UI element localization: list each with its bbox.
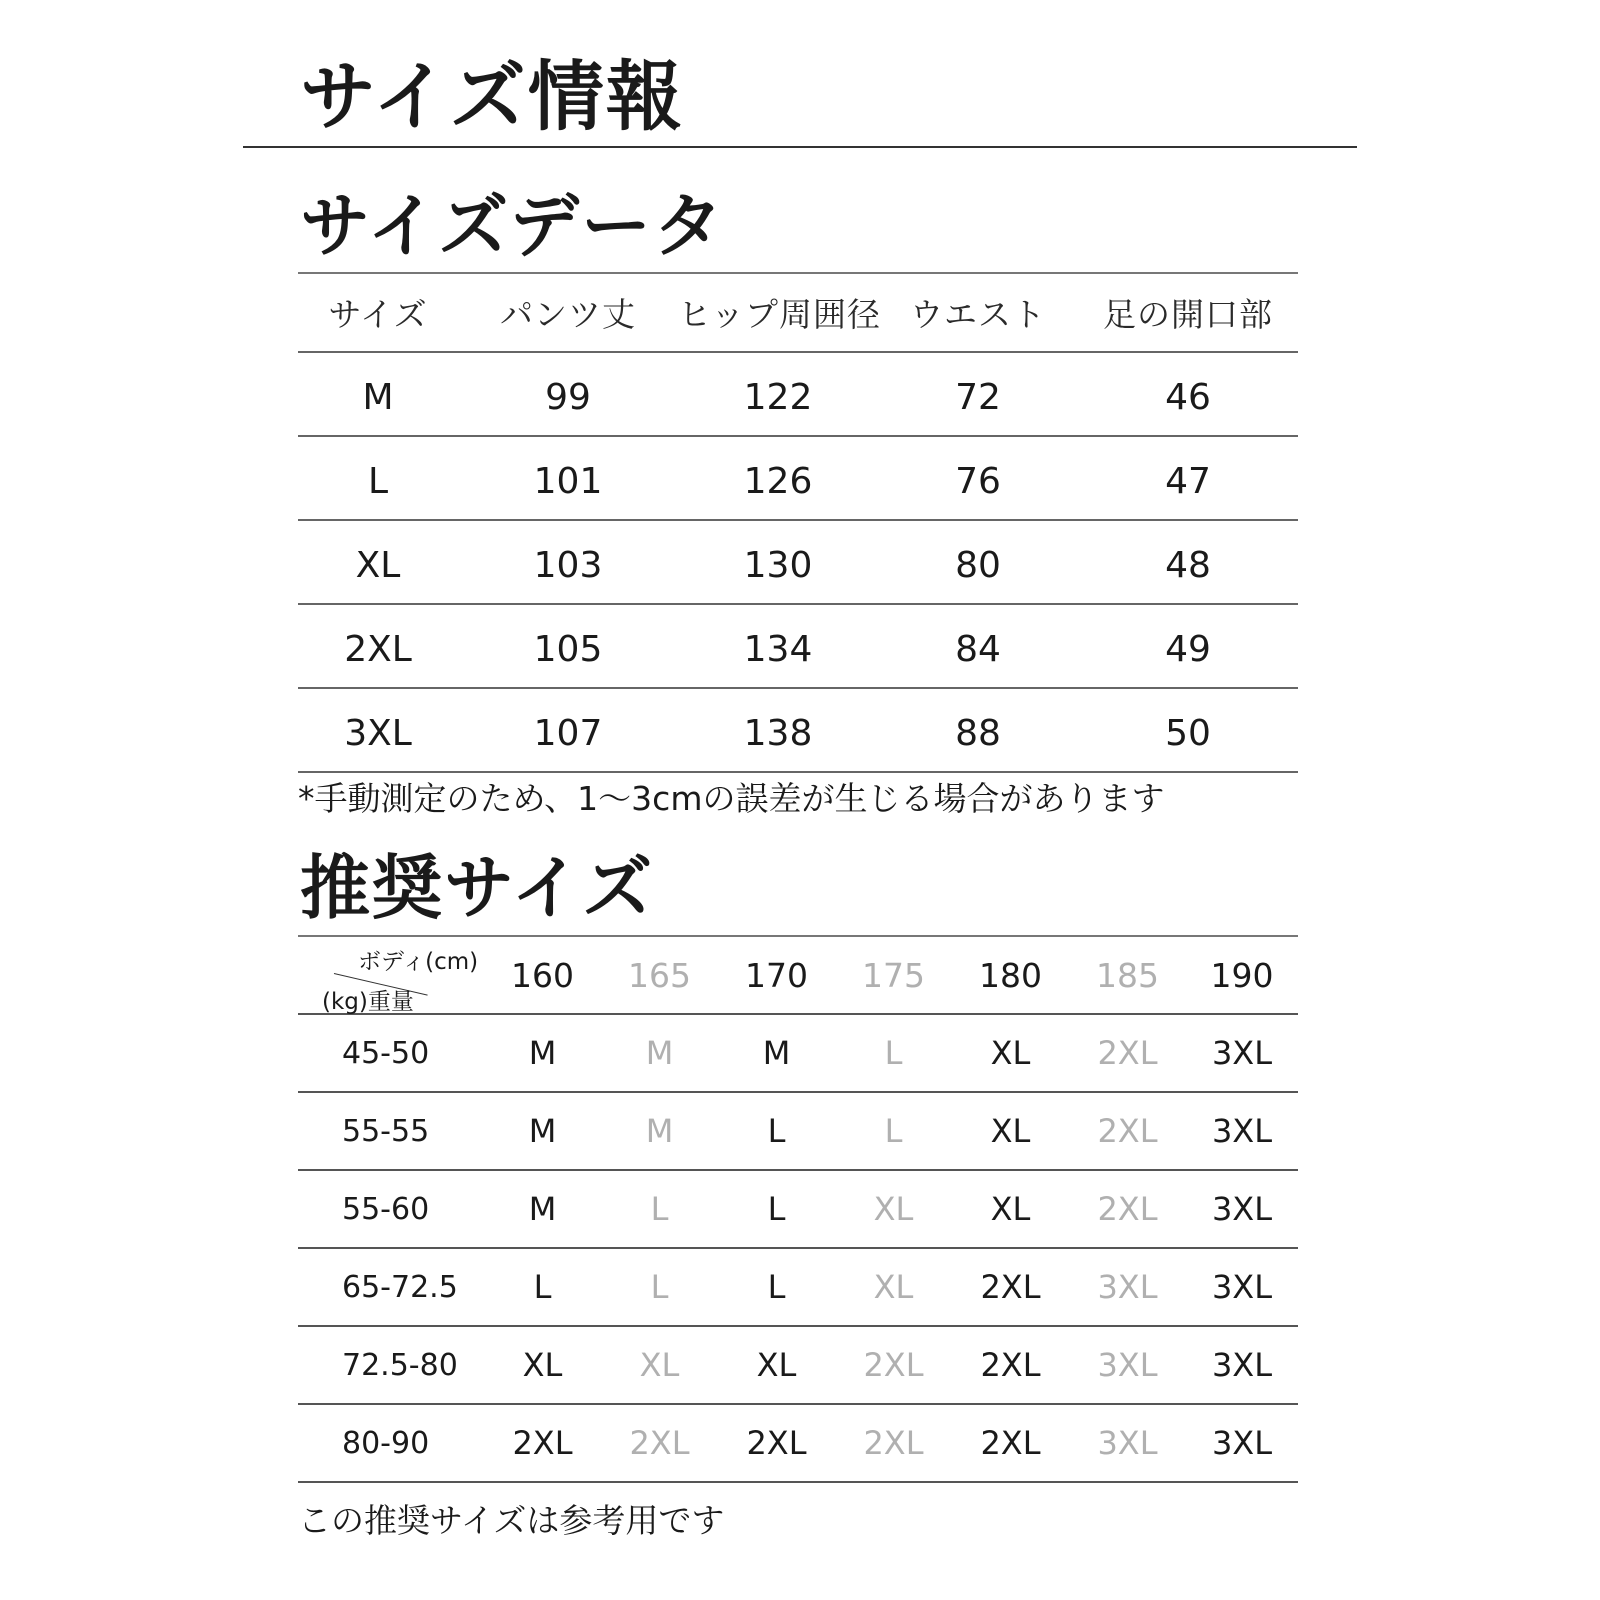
size-table-header-row xyxy=(298,273,1298,352)
recommended-size-cell: 2XL xyxy=(980,1268,1041,1306)
height-header: 185 xyxy=(1096,955,1159,995)
recommended-size-cell: 3XL xyxy=(1211,1346,1273,1384)
recommended-size-cell: L xyxy=(650,1190,669,1228)
weight-range-cell: 55-55 xyxy=(342,1113,430,1149)
size-label-cell: XL xyxy=(355,544,401,586)
height-header: 165 xyxy=(628,955,691,995)
recommended-size-cell: 2XL xyxy=(980,1346,1041,1384)
title-divider xyxy=(243,146,1357,148)
recommended-size-cell: L xyxy=(533,1268,552,1306)
recommended-size-cell: M xyxy=(645,1034,674,1072)
height-header: 180 xyxy=(979,955,1042,995)
measurement-cell: 99 xyxy=(545,376,591,418)
recommended-size-cell: 2XL xyxy=(629,1424,690,1462)
column-header: 足の開口部 xyxy=(1103,295,1273,334)
recommended-size-cell: 3XL xyxy=(1211,1268,1273,1306)
recommended-size-heading: 推奨サイズ xyxy=(300,847,655,929)
height-header: 190 xyxy=(1210,955,1274,995)
measurement-cell: 130 xyxy=(743,544,813,586)
measurement-cell: 49 xyxy=(1165,628,1211,670)
weight-range-cell: 72.5-80 xyxy=(342,1347,458,1383)
size-label-cell: 2XL xyxy=(344,628,412,670)
recommended-size-cell: XL xyxy=(522,1346,563,1384)
weight-range-cell: 65-72.5 xyxy=(342,1269,458,1305)
column-header: ヒップ周囲径 xyxy=(678,295,882,334)
recommended-size-cell: XL xyxy=(756,1346,797,1384)
recommended-size-cell: XL xyxy=(639,1346,680,1384)
table-row xyxy=(298,1014,1298,1092)
recommended-size-cell: 3XL xyxy=(1097,1268,1158,1306)
measurement-cell: 50 xyxy=(1165,712,1211,754)
recommended-size-cell: 2XL xyxy=(1097,1190,1158,1228)
recommended-size-cell: XL xyxy=(990,1112,1031,1150)
weight-axis-label: (kg)重量 xyxy=(322,989,414,1015)
recommended-size-cell: 3XL xyxy=(1211,1034,1273,1072)
size-table-body xyxy=(298,352,1298,772)
recommended-size-cell: 2XL xyxy=(980,1424,1041,1462)
measurement-cell: 84 xyxy=(955,628,1001,670)
recommended-size-cell: 2XL xyxy=(863,1346,924,1384)
height-header: 160 xyxy=(511,955,574,995)
measurement-cell: 103 xyxy=(533,544,603,586)
recommended-size-cell: M xyxy=(528,1190,557,1228)
size-label-cell: L xyxy=(367,460,389,502)
size-data-table xyxy=(298,272,1298,773)
recommended-size-cell: 3XL xyxy=(1097,1424,1158,1462)
measurement-note: *手動測定のため、1～3cmの誤差が生じる場合があります xyxy=(298,779,1165,818)
height-header: 170 xyxy=(745,955,808,995)
measurement-cell: 134 xyxy=(743,628,813,670)
recommended-size-cell: XL xyxy=(990,1034,1031,1072)
recommended-size-cell: 2XL xyxy=(1097,1112,1158,1150)
recommended-size-cell: 3XL xyxy=(1211,1424,1273,1462)
page-title: サイズ情報 xyxy=(300,52,684,141)
measurement-cell: 101 xyxy=(533,460,603,502)
column-header: ウエスト xyxy=(910,295,1046,334)
table-row xyxy=(298,436,1298,520)
corner-cell xyxy=(298,936,484,1014)
measurement-cell: 88 xyxy=(955,712,1001,754)
table-row xyxy=(298,688,1298,772)
size-data-heading: サイズデータ xyxy=(300,185,725,267)
recommended-size-cell: L xyxy=(884,1034,903,1072)
measurement-cell: 105 xyxy=(533,628,603,670)
recommended-size-cell: 3XL xyxy=(1211,1112,1273,1150)
table-row xyxy=(298,1404,1298,1482)
recommended-size-cell: M xyxy=(762,1034,791,1072)
recommended-size-cell: 2XL xyxy=(746,1424,807,1462)
measurement-cell: 46 xyxy=(1165,376,1211,418)
measurement-cell: 126 xyxy=(743,460,813,502)
measurement-cell: 80 xyxy=(955,544,1001,586)
table-row xyxy=(298,352,1298,436)
table-row xyxy=(298,1326,1298,1404)
recommended-size-table xyxy=(298,935,1298,1483)
measurement-cell: 72 xyxy=(955,376,1001,418)
measurement-cell: 107 xyxy=(533,712,603,754)
column-header: パンツ丈 xyxy=(500,295,636,334)
table-row xyxy=(298,1170,1298,1248)
measurement-cell: 122 xyxy=(743,376,813,418)
table-row xyxy=(298,520,1298,604)
recommended-size-cell: M xyxy=(528,1112,557,1150)
recommended-size-cell: 2XL xyxy=(1097,1034,1158,1072)
rec-table-body xyxy=(298,1014,1298,1482)
size-label-cell: M xyxy=(362,376,394,418)
recommended-size-cell: L xyxy=(650,1268,669,1306)
recommended-size-cell: XL xyxy=(873,1268,914,1306)
recommended-size-cell: XL xyxy=(990,1190,1031,1228)
table-row xyxy=(298,604,1298,688)
size-label-cell: 3XL xyxy=(344,712,412,754)
measurement-cell: 138 xyxy=(743,712,813,754)
weight-range-cell: 55-60 xyxy=(342,1191,430,1227)
recommended-size-cell: M xyxy=(645,1112,674,1150)
weight-range-cell: 80-90 xyxy=(342,1425,430,1461)
recommended-size-cell: L xyxy=(767,1112,786,1150)
measurement-cell: 48 xyxy=(1165,544,1211,586)
height-header: 175 xyxy=(862,955,925,995)
rec-table-header-row xyxy=(298,936,1298,1014)
recommended-size-cell: M xyxy=(528,1034,557,1072)
measurement-cell: 76 xyxy=(955,460,1001,502)
recommended-size-cell: XL xyxy=(873,1190,914,1228)
weight-range-cell: 45-50 xyxy=(342,1035,430,1071)
recommended-size-cell: L xyxy=(767,1268,786,1306)
recommended-size-cell: 3XL xyxy=(1097,1346,1158,1384)
table-row xyxy=(298,1092,1298,1170)
recommended-size-cell: 2XL xyxy=(863,1424,924,1462)
reference-note: この推奨サイズは参考用です xyxy=(298,1501,725,1540)
recommended-size-cell: L xyxy=(884,1112,903,1150)
table-row xyxy=(298,1248,1298,1326)
height-axis-label: ボディ(cm) xyxy=(358,949,479,975)
recommended-size-cell: 3XL xyxy=(1211,1190,1273,1228)
column-header: サイズ xyxy=(328,295,428,334)
measurement-cell: 47 xyxy=(1165,460,1211,502)
recommended-size-cell: L xyxy=(767,1190,786,1228)
recommended-size-cell: 2XL xyxy=(512,1424,573,1462)
